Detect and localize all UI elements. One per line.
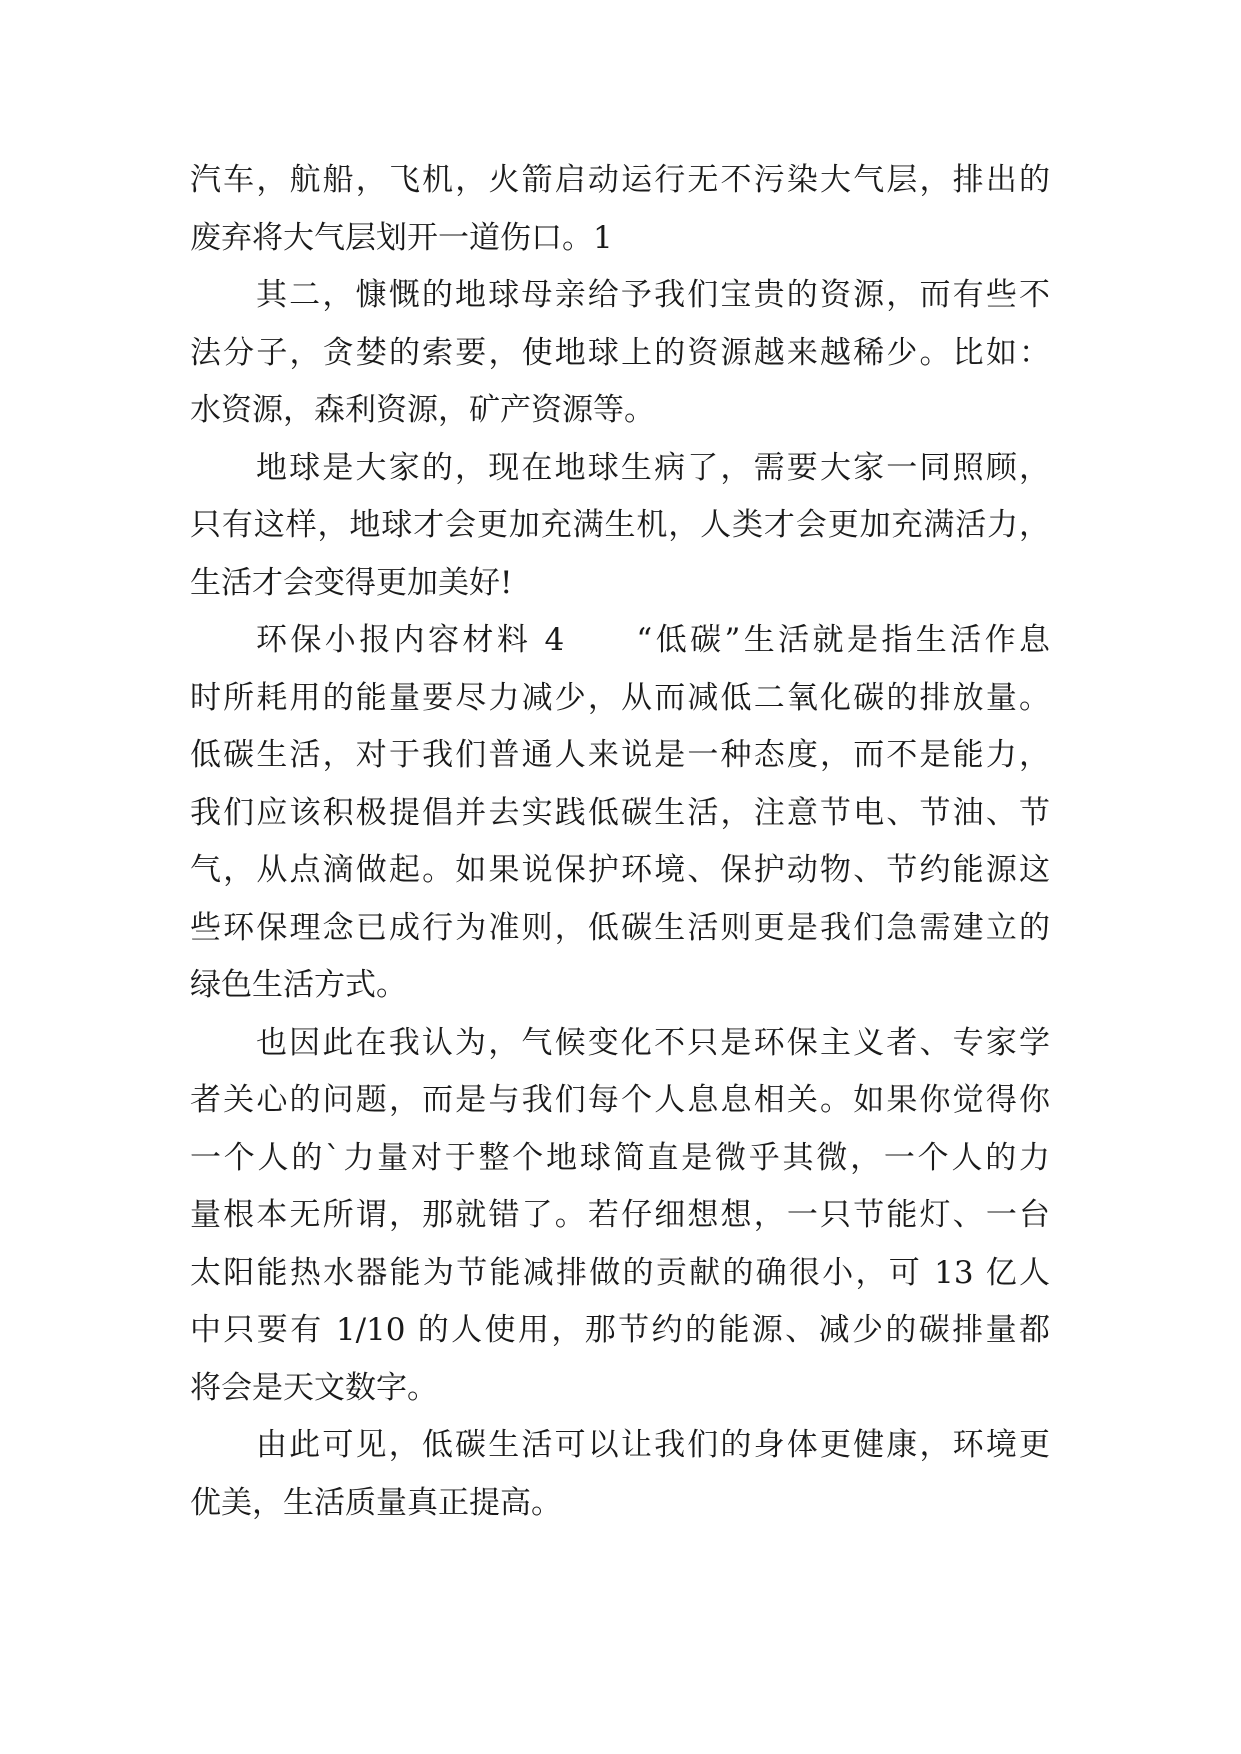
- paragraph-first-line: 其二，慷慨的地球母亲给予我们宝贵的资源，而有些不: [256, 277, 1050, 313]
- paragraph-first-line: 也因此在我认为，气候变化不只是环保主义者、专家学: [256, 1024, 1050, 1061]
- text-line: 些环保理念已成行为准则，低碳生活则更是我们急需建立的: [190, 909, 1050, 946]
- text-line: 低碳生活，对于我们普通人来说是一种态度，而不是能力，: [190, 737, 1050, 773]
- text-line: 我们应该积极提倡并去实践低碳生活，注意节电、节油、节: [190, 794, 1050, 831]
- paragraph-first-line: 地球是大家的，现在地球生病了，需要大家一同照顾，: [256, 449, 1050, 486]
- document-body: [190, 152, 1050, 1532]
- paragraph-first-line: 环保小报内容材料 4 “低碳”生活就是指生活作息: [256, 622, 1050, 658]
- text-line: 生活才会变得更加美好!: [190, 564, 513, 601]
- text-line: 量根本无所谓，那就错了。若仔细想想，一只节能灯、一台: [190, 1197, 1050, 1233]
- text-line: 法分子，贪婪的索要，使地球上的资源越来越稀少。比如：: [190, 334, 1050, 371]
- paragraph-first-line: 由此可见，低碳生活可以让我们的身体更健康，环境更: [256, 1427, 1050, 1463]
- text-line: 太阳能热水器能为节能减排做的贡献的确很小，可 13 亿人: [190, 1254, 1050, 1291]
- text-line: 只有这样，地球才会更加充满生机，人类才会更加充满活力，: [190, 507, 1050, 543]
- text-line: 者关心的问题，而是与我们每个人息息相关。如果你觉得你: [190, 1082, 1050, 1118]
- text-line: 时所耗用的能量要尽力减少，从而减低二氧化碳的排放量。: [190, 679, 1050, 716]
- text-line: 一个人的`力量对于整个地球简直是微乎其微，一个人的力: [190, 1139, 1050, 1176]
- text-line: 水资源，森利资源，矿产资源等。: [190, 392, 655, 428]
- text-line: 中只要有 1/10 的人使用，那节约的能源、减少的碳排量都: [190, 1312, 1050, 1348]
- text-line: 优美，生活质量真正提高。: [190, 1484, 562, 1521]
- text-line: 气，从点滴做起。如果说保护环境、保护动物、节约能源这: [190, 852, 1050, 888]
- text-line: 废弃将大气层划开一道伤口。1: [190, 219, 613, 256]
- text-line: 将会是天文数字。: [190, 1369, 438, 1406]
- text-line: 汽车，航船，飞机，火箭启动运行无不污染大气层，排出的: [190, 162, 1050, 198]
- text-line: 绿色生活方式。: [190, 967, 407, 1003]
